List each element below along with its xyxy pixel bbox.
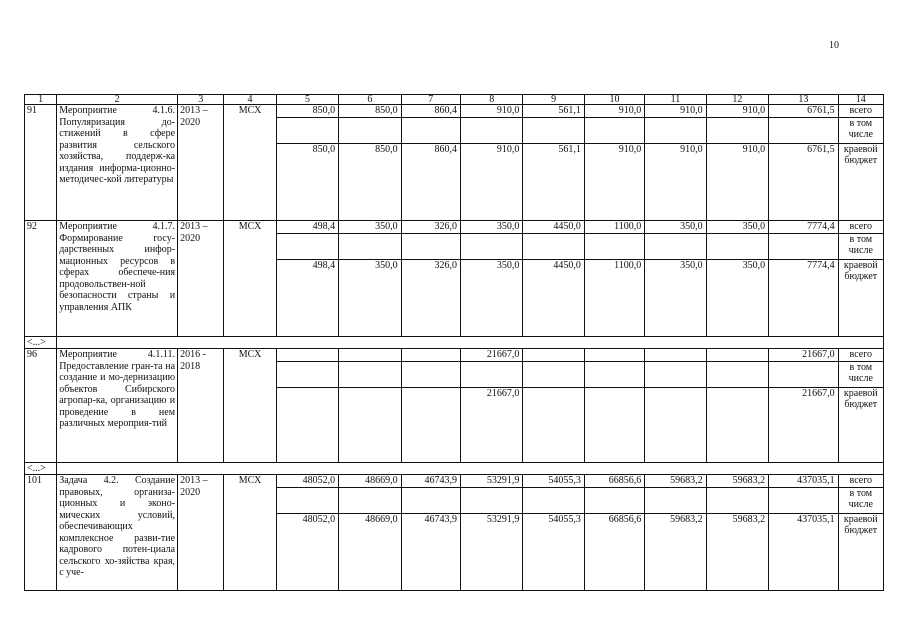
total-value: 4450,0 [523,221,584,234]
total-value: 326,0 [401,221,460,234]
total-value [276,349,338,362]
empty-cell [769,488,838,514]
regional-value: 1100,0 [584,260,644,337]
total-value: 54055,3 [523,475,584,488]
column-header: 5 [276,95,338,105]
ellipsis-mark: <...> [25,463,57,475]
label-including: в том числе [838,362,883,388]
empty-cell [401,234,460,260]
total-value: 561,1 [523,105,584,118]
regional-value: 4450,0 [523,260,584,337]
executor: МСХ [224,221,276,337]
activity-years: 2013 – 2020 [178,105,224,221]
executor: МСХ [224,349,276,463]
empty-cell [460,362,522,388]
regional-value [523,388,584,463]
total-value: 21667,0 [460,349,522,362]
activity-years: 2013 – 2020 [178,475,224,591]
executor: МСХ [224,105,276,221]
activity-years: 2016 - 2018 [178,349,224,463]
empty-cell [706,118,768,144]
empty-cell [769,118,838,144]
regional-value: 561,1 [523,144,584,221]
total-value [339,349,401,362]
budget-table [24,94,884,591]
table-row [25,221,884,234]
regional-value: 850,0 [339,144,401,221]
empty-cell [523,118,584,144]
empty-cell [339,234,401,260]
label-regional: краевой бюджет [838,514,883,591]
column-header: 10 [584,95,644,105]
activity-name: Мероприятие 4.1.6. Популяризация до-стижений в сфере развития сельского хозяйства, поддерж-ка издания информа-ционно-методичес-кой литературы [57,105,178,221]
label-including: в том числе [838,234,883,260]
column-header: 13 [769,95,838,105]
activity-name: Задача 4.2. Создание правовых, организа-ционных и эконо-мических условий, обеспечивающих комплексное разви-тие кадрового потен-циала сельского хо-зяйства края, с уче- [57,475,178,591]
ellipsis-filler [57,463,884,475]
total-value: 48052,0 [276,475,338,488]
regional-value: 350,0 [460,260,522,337]
activity-name: Мероприятие 4.1.7. Формирование госу-дарственных инфор-мационных ресурсов в сферах обеспече-ния продовольствен-ной безопасности страны и управления АПК [57,221,178,337]
regional-value: 59683,2 [645,514,706,591]
regional-value [401,388,460,463]
empty-cell [523,362,584,388]
regional-value [339,388,401,463]
label-including: в том числе [838,118,883,144]
total-value [645,349,706,362]
empty-cell [706,234,768,260]
column-header: 14 [838,95,883,105]
column-header: 11 [645,95,706,105]
total-value: 350,0 [645,221,706,234]
total-value: 860,4 [401,105,460,118]
empty-cell [276,234,338,260]
regional-value: 7774,4 [769,260,838,337]
page-number: 10 [829,40,839,51]
total-value: 6761,5 [769,105,838,118]
regional-value: 48052,0 [276,514,338,591]
empty-cell [401,118,460,144]
empty-cell [460,488,522,514]
empty-cell [339,118,401,144]
column-header: 6 [339,95,401,105]
column-header: 9 [523,95,584,105]
empty-cell [706,362,768,388]
empty-cell [276,362,338,388]
regional-value: 910,0 [706,144,768,221]
total-value: 46743,9 [401,475,460,488]
label-regional: краевой бюджет [838,260,883,337]
regional-value: 910,0 [645,144,706,221]
regional-value: 66856,6 [584,514,644,591]
empty-cell [401,362,460,388]
empty-cell [645,488,706,514]
row-number: 91 [25,105,57,221]
total-value: 850,0 [339,105,401,118]
label-total: всего [838,105,883,118]
empty-cell [276,488,338,514]
ellipsis-filler [57,337,884,349]
regional-value: 6761,5 [769,144,838,221]
empty-cell [523,234,584,260]
total-value: 21667,0 [769,349,838,362]
column-header: 2 [57,95,178,105]
total-value: 498,4 [276,221,338,234]
regional-value [276,388,338,463]
total-value: 350,0 [460,221,522,234]
total-value: 1100,0 [584,221,644,234]
empty-cell [460,234,522,260]
label-total: всего [838,475,883,488]
total-value [706,349,768,362]
header-row [25,95,884,105]
empty-cell [645,118,706,144]
total-value: 48669,0 [339,475,401,488]
total-value: 350,0 [706,221,768,234]
total-value: 59683,2 [645,475,706,488]
activity-years: 2013 – 2020 [178,221,224,337]
column-header: 3 [178,95,224,105]
regional-value: 910,0 [584,144,644,221]
empty-cell [584,488,644,514]
regional-value: 21667,0 [460,388,522,463]
total-value: 910,0 [645,105,706,118]
activity-name: Мероприятие 4.1.11. Предоставление гран-та на создание и мо-дернизацию объектов Сибирского агропар-ка, организацию и проведение в нем различных мероприя-тий [57,349,178,463]
regional-value: 326,0 [401,260,460,337]
ellipsis-mark: <...> [25,337,57,349]
empty-cell [401,488,460,514]
regional-value [645,388,706,463]
row-number: 101 [25,475,57,591]
empty-cell [706,488,768,514]
total-value [523,349,584,362]
empty-cell [645,234,706,260]
empty-cell [584,362,644,388]
empty-cell [645,362,706,388]
column-header: 4 [224,95,276,105]
total-value: 7774,4 [769,221,838,234]
regional-value: 437035,1 [769,514,838,591]
total-value: 910,0 [460,105,522,118]
empty-cell [339,488,401,514]
empty-cell [769,362,838,388]
regional-value: 850,0 [276,144,338,221]
total-value: 910,0 [706,105,768,118]
regional-value: 350,0 [645,260,706,337]
total-value: 66856,6 [584,475,644,488]
executor: МСХ [224,475,276,591]
label-regional: краевой бюджет [838,144,883,221]
total-value: 350,0 [339,221,401,234]
row-number: 96 [25,349,57,463]
regional-value [706,388,768,463]
empty-cell [769,234,838,260]
label-regional: краевой бюджет [838,388,883,463]
total-value: 59683,2 [706,475,768,488]
regional-value: 59683,2 [706,514,768,591]
regional-value: 350,0 [339,260,401,337]
row-number: 92 [25,221,57,337]
ellipsis-row [25,463,884,475]
label-total: всего [838,349,883,362]
regional-value: 48669,0 [339,514,401,591]
empty-cell [460,118,522,144]
empty-cell [523,488,584,514]
table-row [25,475,884,488]
total-value: 910,0 [584,105,644,118]
total-value [401,349,460,362]
table-row [25,349,884,362]
column-header: 12 [706,95,768,105]
regional-value: 910,0 [460,144,522,221]
regional-value [584,388,644,463]
total-value: 437035,1 [769,475,838,488]
regional-value: 21667,0 [769,388,838,463]
label-including: в том числе [838,488,883,514]
empty-cell [276,118,338,144]
empty-cell [339,362,401,388]
regional-value: 53291,9 [460,514,522,591]
label-total: всего [838,221,883,234]
column-header: 1 [25,95,57,105]
column-header: 8 [460,95,522,105]
empty-cell [584,118,644,144]
regional-value: 860,4 [401,144,460,221]
total-value [584,349,644,362]
empty-cell [584,234,644,260]
regional-value: 46743,9 [401,514,460,591]
regional-value: 498,4 [276,260,338,337]
column-header: 7 [401,95,460,105]
total-value: 850,0 [276,105,338,118]
total-value: 53291,9 [460,475,522,488]
regional-value: 54055,3 [523,514,584,591]
regional-value: 350,0 [706,260,768,337]
ellipsis-row [25,337,884,349]
table-row [25,105,884,118]
